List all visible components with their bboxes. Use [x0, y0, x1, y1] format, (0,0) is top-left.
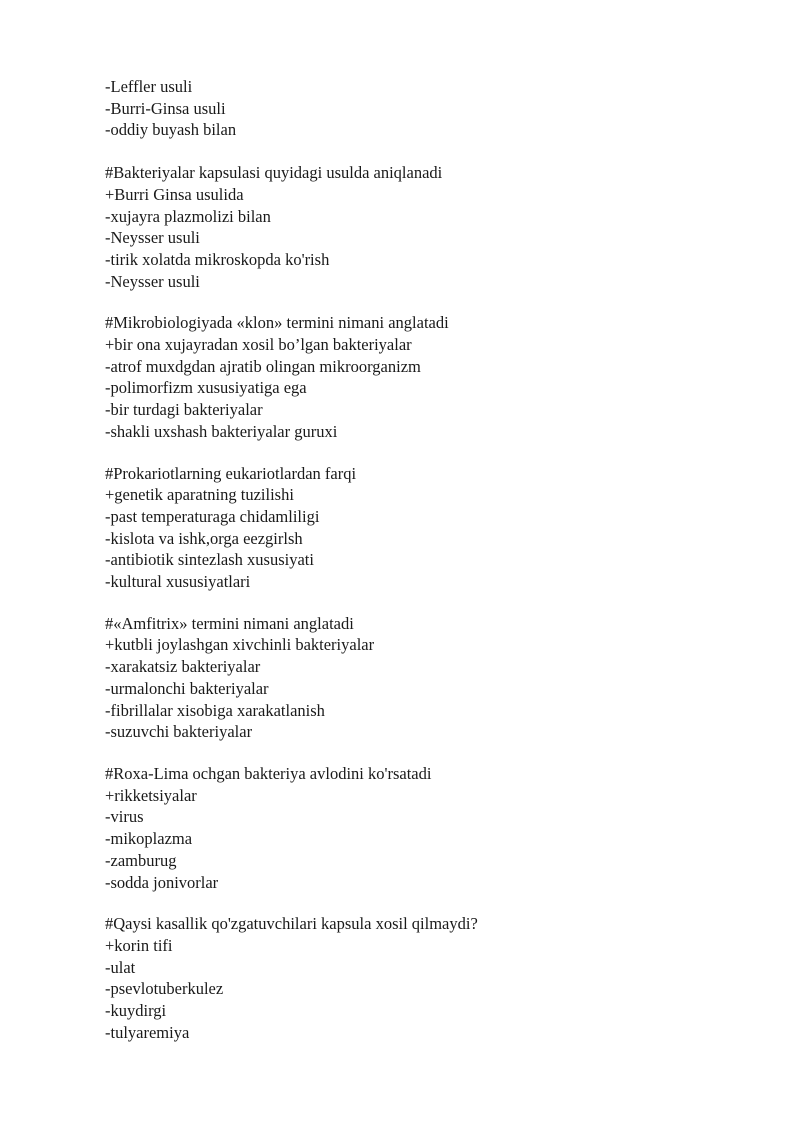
answer-option: -fibrillalar xisobiga xarakatlanish — [105, 700, 325, 720]
answer-option: -atrof muxdgdan ajratib olingan mikroorganizm — [105, 356, 421, 376]
answer-option: -antibiotik sintezlash xususiyati — [105, 550, 314, 570]
answer-option: -psevlotuberkulez — [105, 979, 224, 999]
answer-option: -kultural xususiyatlari — [105, 572, 251, 592]
answer-option: -oddiy buyash bilan — [105, 120, 237, 140]
question-block — [105, 763, 765, 893]
answer-option: -zamburug — [105, 850, 177, 870]
correct-answer: +korin tifi — [105, 935, 173, 955]
correct-answer: +kutbli joylashgan xivchinli bakteriyalar — [105, 635, 375, 655]
correct-answer: +Burri Ginsa usulida — [105, 184, 244, 204]
question-block — [105, 463, 765, 593]
answer-option: -xujayra plazmolizi bilan — [105, 206, 271, 226]
answer-options-continued — [105, 76, 765, 141]
question-text: #«Amfitrix» termini nimani anglatadi — [105, 613, 354, 633]
question-block — [105, 312, 765, 442]
question-text: #Prokariotlarning eukariotlardan farqi — [105, 463, 357, 483]
answer-option: -kuydirgi — [105, 1001, 167, 1021]
answer-option: -tirik xolatda mikroskopda ko'rish — [105, 249, 330, 269]
question-text: #Roxa-Lima ochgan bakteriya avlodini ko'rsatadi — [105, 763, 432, 783]
answer-option: -Leffler usuli — [105, 77, 193, 96]
answer-option: -kislota va ishk,orga eezgirlsh — [105, 528, 303, 548]
answer-option: -sodda jonivorlar — [105, 872, 219, 892]
question-block — [105, 162, 765, 292]
answer-option: -suzuvchi bakteriyalar — [105, 722, 253, 742]
question-text: #Bakteriyalar kapsulasi quyidagi usulda aniqlanadi — [105, 163, 443, 183]
answer-option: -tulyaremiya — [105, 1022, 190, 1042]
question-text: #Qaysi kasallik qo'zgatuvchilari kapsula xosil qilmaydi? — [105, 914, 478, 934]
answer-option: -Burri-Ginsa usuli — [105, 98, 226, 118]
answer-option: -mikoplazma — [105, 829, 193, 849]
question-block — [105, 613, 765, 743]
answer-option: -ulat — [105, 957, 136, 977]
answer-option: -shakli uxshash bakteriyalar guruxi — [105, 421, 338, 441]
document-page — [105, 76, 765, 1063]
answer-option: -polimorfizm xususiyatiga ega — [105, 378, 307, 398]
question-text: #Mikrobiologiyada «klon» termini nimani anglatadi — [105, 313, 449, 333]
question-block — [105, 913, 765, 1043]
correct-answer: +bir ona xujayradan xosil bo’lgan bakteriyalar — [105, 335, 412, 355]
answer-option: -Neysser usuli — [105, 271, 200, 291]
answer-option: -bir turdagi bakteriyalar — [105, 400, 263, 420]
answer-option: -Neysser usuli — [105, 228, 200, 248]
answer-option: -xarakatsiz bakteriyalar — [105, 657, 261, 677]
answer-option: -past temperaturaga chidamliligi — [105, 506, 320, 526]
correct-answer: +rikketsiyalar — [105, 785, 197, 805]
correct-answer: +genetik aparatning tuzilishi — [105, 485, 294, 505]
answer-option: -virus — [105, 807, 144, 827]
answer-option: -urmalonchi bakteriyalar — [105, 678, 269, 698]
